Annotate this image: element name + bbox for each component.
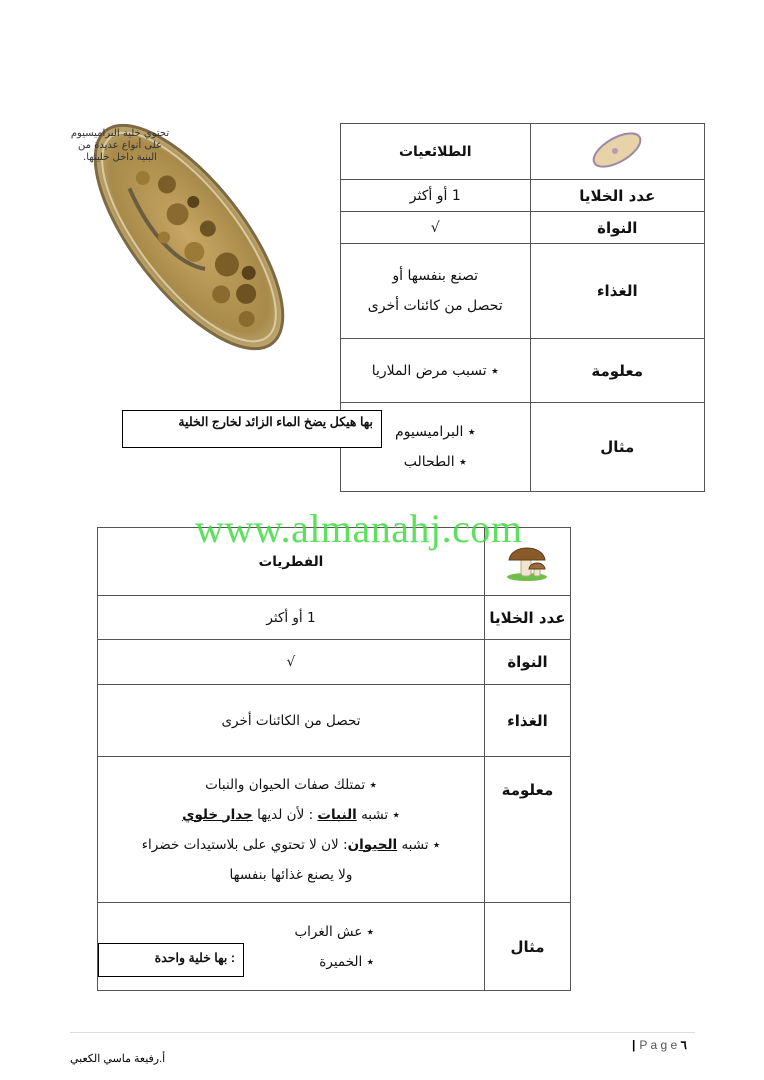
protist-label-cells: عدد الخلايا [530,180,705,212]
fungi-label-food: الغذاء [484,685,570,757]
page-label: | P a g e ٦ [632,1038,687,1052]
fungi-label-cells: عدد الخلايا [484,596,570,640]
fungi-label-example: مثال [484,903,570,991]
fungi-value-nucleus: √ [98,640,485,685]
fungi-info-line-3 [98,830,484,860]
protist-label-food: الغذاء [530,244,705,339]
protist-value-info: ٭ تسبب مرض الملاريا [341,339,531,403]
fungi-header: الفطريات [98,528,485,596]
watermark: www.almanahj.com [195,506,523,551]
fungi-label-info: معلومة [484,757,570,903]
fungi-label-nucleus: النواة [484,640,570,685]
fungi-info-cell-wall: جدار خلوي [182,806,253,823]
page-number: ٦ [680,1038,687,1052]
author-name: أ.رفيعة ماسي الكعبي [70,1053,166,1065]
protist-label-nucleus: النواة [530,212,705,244]
fungi-info-line-2 [98,800,484,830]
protist-value-nucleus: √ [341,212,531,244]
fungi-value-food: تحصل من الكائنات أخرى [98,685,485,757]
protist-example-1: ٭ البراميسيوم [395,424,476,440]
fungi-info-line-1: ٭ تمتلك صفات الحيوان والنبات [205,776,377,793]
fungi-info-line-3-pre: ٭ تشبه [397,836,441,853]
fungi-info-plant-word: النبات [317,806,357,823]
fungi-example-1: ٭ عش الغراب [294,923,374,940]
protist-example-2: ٭ الطحالب [403,454,467,470]
yeast-callout: : بها خلية واحدة [98,943,244,977]
fungi-info-line-2-pre: ٭ تشبه [356,806,400,823]
protist-value-food [341,244,531,339]
protists-table [340,123,705,492]
protist-value-cells: 1 أو أكثر [341,180,531,212]
protist-cell-icon [585,127,649,173]
fungi-example-2: ٭ الخميرة [319,953,374,970]
fungi-table [97,527,571,991]
fungi-info-line-3-post: : لان لا تحتوي على بلاستيدات خضراء [141,836,348,853]
protist-image-cell [530,124,705,180]
protist-food-line-2: تحصل من كائنات أخرى [367,298,503,314]
paramecium-caption: تحتوي خلية البراميسيوم على أنواع عديدة من البنية داخل خليتها. [70,128,170,163]
fungi-value-info [98,757,485,903]
fungi-info-line-2-mid: : لأن لديها [252,806,318,823]
protist-label-info: معلومة [530,339,705,403]
footer-divider [70,1032,695,1033]
fungi-info-line-4: ولا يصنع غذائها بنفسها [229,866,353,883]
protists-header: الطلائعيات [341,124,531,180]
fungi-value-cells: 1 أو أكثر [98,596,485,640]
fungi-info-animal-word: الحيوان [347,836,398,853]
protist-food-line-1: تصنع بنفسها أو [392,268,479,284]
protist-label-example: مثال [530,403,705,492]
page-word: P a g e [639,1038,678,1052]
paramecium-callout: بها هيكل يضخ الماء الزائد لخارج الخلية [122,410,382,448]
